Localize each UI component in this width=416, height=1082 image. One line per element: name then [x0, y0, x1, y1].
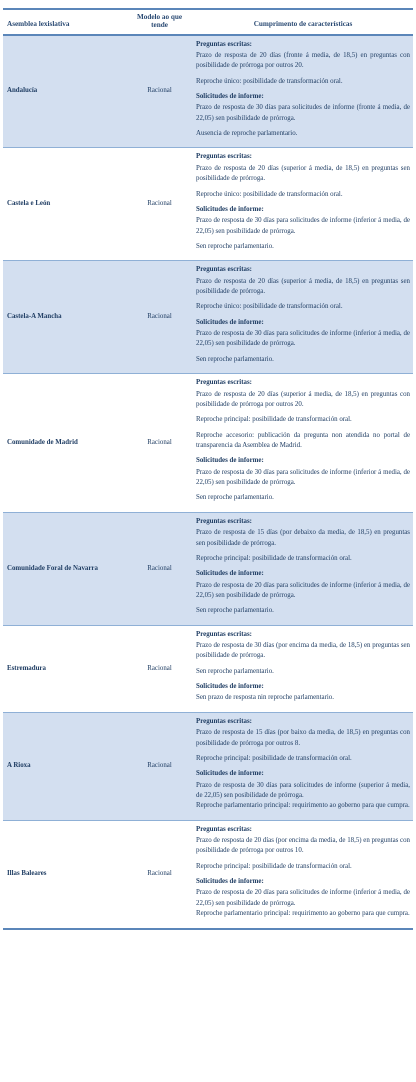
- fulfilment-line: Reproche principal: posibilidade de transformación oral.: [196, 754, 352, 762]
- assembly-name-cell: [3, 148, 126, 261]
- assemblies-table: [3, 8, 413, 930]
- fulfilment-line: Prazo de resposta de 20 días (por encima da media, de 18,5) en preguntas con posibilidade de prórroga por outros 10.: [196, 837, 410, 855]
- table-row: [3, 712, 413, 820]
- fulfilment-line: Reproche accesorio: publicación da pregunta non atendida no portal de transparencia da Asemblea de Madrid.: [196, 431, 410, 449]
- section-heading: Preguntas escritas:: [196, 517, 252, 525]
- section-heading: Preguntas escritas:: [196, 717, 252, 725]
- model-cell: Racional: [126, 712, 193, 820]
- fulfilment-cell: [193, 820, 413, 928]
- section-heading: Solicitudes de informe:: [196, 205, 264, 213]
- fulfilment-line: Prazo de resposta de 20 días (fronte á media, de 18,5) en preguntas con posibilidade de prórroga por outros 20.: [196, 51, 410, 70]
- fulfilment-line: Reproche único: posibilidade de transformación oral.: [196, 303, 343, 311]
- fulfilment-cell: [193, 712, 413, 820]
- model-cell: Racional: [126, 625, 193, 712]
- fulfilment-line: Reproche principal: posibilidade de transformación oral.: [196, 554, 352, 562]
- table-row: [3, 374, 413, 513]
- section-heading: Solicitudes de informe:: [196, 318, 264, 326]
- assembly-name-cell: [3, 261, 126, 374]
- section-heading: Preguntas escritas:: [196, 266, 252, 274]
- fulfilment-line: Reproche parlamentario principal: requirimento ao goberno para que cumpra.: [196, 910, 410, 918]
- model-cell: Racional: [126, 512, 193, 625]
- fulfilment-line: Prazo de resposta de 20 días (superior á media, de 18,5) en preguntas con posibilidade de prórroga por outros 20.: [196, 390, 410, 408]
- assembly-name: Comunidade Foral de Navarra: [7, 564, 98, 572]
- fulfilment-cell: [193, 512, 413, 625]
- table-row: [3, 35, 413, 148]
- table-row: [3, 820, 413, 928]
- model-cell: Racional: [126, 261, 193, 374]
- fulfilment-line: Sen prazo de resposta nin reproche parlamentario.: [196, 694, 334, 702]
- fulfilment-line: Ausencia de reproche parlamentario.: [196, 130, 298, 138]
- fulfilment-line: Prazo de resposta de 20 días (superior á media, de 18,5) en preguntas sen posibilidade de prórroga.: [196, 164, 410, 183]
- fulfilment-line: Prazo de resposta de 20 días para solicitudes de informe (inferior á media, de 22,05) sen posibilidade de prórroga.: [196, 889, 410, 907]
- section-heading: Solicitudes de informe:: [196, 93, 264, 100]
- assembly-name: Estremadura: [7, 664, 46, 672]
- fulfilment-cell: [193, 148, 413, 261]
- section-heading: Preguntas escritas:: [196, 153, 252, 161]
- header-assembly: Asemblea lexislativa: [3, 9, 126, 35]
- section-heading: Solicitudes de informe:: [196, 570, 264, 578]
- fulfilment-cell: [193, 374, 413, 513]
- fulfilment-line: Sen reproche parlamentario.: [196, 494, 274, 502]
- fulfilment-line: Prazo de resposta de 15 días (por debaixo da media, de 18,5) en preguntas sen posibilidade de prórroga.: [196, 529, 410, 547]
- section-heading: Preguntas escritas:: [196, 379, 252, 387]
- section-heading: Solicitudes de informe:: [196, 878, 264, 886]
- table-row: [3, 148, 413, 261]
- assembly-name: A Rioxa: [7, 762, 31, 770]
- model-cell: Racional: [126, 148, 193, 261]
- fulfilment-line: Reproche parlamentario principal: requirimento ao goberno para que cumpra.: [196, 802, 410, 810]
- assembly-name-cell: [3, 820, 126, 928]
- fulfilment-line: Prazo de resposta de 30 días (por encima da media, de 18,5) en preguntas sen posibilidade de prórroga.: [196, 642, 410, 660]
- fulfilment-line: Sen reproche parlamentario.: [196, 607, 274, 615]
- fulfilment-line: Prazo de resposta de 30 días para solicitudes de informe (fronte á media, de 22,05) sen posibilidade de prórroga.: [196, 104, 410, 122]
- section-heading: Solicitudes de informe:: [196, 770, 264, 778]
- fulfilment-line: Sen reproche parlamentario.: [196, 242, 274, 250]
- table-header-row: [3, 9, 413, 35]
- fulfilment-line: Reproche principal: posibilidade de transformación oral.: [196, 416, 352, 424]
- section-heading: Preguntas escritas:: [196, 630, 252, 638]
- fulfilment-line: Prazo de resposta de 20 días para solicitudes de informe (inferior á media, de 22,05) sen posibilidade de prórroga.: [196, 581, 410, 599]
- assembly-name-cell: [3, 512, 126, 625]
- fulfilment-cell: [193, 261, 413, 374]
- fulfilment-line: Reproche único: posibilidade de transformación oral.: [196, 77, 343, 85]
- assembly-name: Illas Baleares: [7, 869, 47, 877]
- assembly-name-cell: [3, 35, 126, 148]
- fulfilment-line: Reproche único: posibilidade de transformación oral.: [196, 190, 343, 198]
- table-body: [3, 35, 413, 929]
- header-model: Modelo ao que tende: [126, 9, 193, 35]
- table-row: [3, 261, 413, 374]
- header-fulfilment: Cumprimento de características: [193, 9, 413, 35]
- model-cell: Racional: [126, 820, 193, 928]
- fulfilment-line: Prazo de resposta de 30 días para solicitudes de informe (superior á media, de 22,05) sen posibilidade de prórroga.: [196, 781, 410, 799]
- fulfilment-line: Prazo de resposta de 30 días para solicitudes de informe (inferior á media, de 22,05) sen posibilidade de prórroga.: [196, 330, 410, 348]
- assembly-name-cell: [3, 712, 126, 820]
- assembly-name: Andalucía: [7, 87, 38, 95]
- assembly-name: Castela-A Mancha: [7, 313, 62, 321]
- model-cell: Racional: [126, 374, 193, 513]
- fulfilment-line: Prazo de resposta de 15 días (por baixo da media, de 18,5) en preguntas con posibilidade de prórroga por outros 8.: [196, 729, 410, 747]
- section-heading: Solicitudes de informe:: [196, 457, 264, 465]
- assembly-name-cell: [3, 374, 126, 513]
- section-heading: Preguntas escritas:: [196, 825, 252, 833]
- fulfilment-line: Prazo de resposta de 30 días para solicitudes de informe (inferior á media, de 22,05) sen posibilidade de prórroga.: [196, 468, 410, 487]
- fulfilment-cell: [193, 35, 413, 148]
- fulfilment-line: Sen reproche parlamentario.: [196, 355, 274, 363]
- assembly-name-cell: [3, 625, 126, 712]
- table-row: [3, 512, 413, 625]
- assembly-name: Castela e León: [7, 200, 51, 208]
- fulfilment-line: Prazo de resposta de 30 días para solicitudes de informe (inferior á media, de 22,05) sen posibilidade de prórroga.: [196, 217, 410, 235]
- table-row: [3, 625, 413, 712]
- section-heading: Solicitudes de informe:: [196, 683, 264, 691]
- model-cell: Racional: [126, 35, 193, 148]
- section-heading: Preguntas escritas:: [196, 40, 252, 48]
- assembly-name: Comunidade de Madrid: [7, 438, 78, 446]
- fulfilment-cell: [193, 625, 413, 712]
- fulfilment-line: Reproche principal: posibilidade de transformación oral.: [196, 862, 352, 870]
- fulfilment-line: Prazo de resposta de 20 días (superior á media, de 18,5) en preguntas sen posibilidade de prórroga.: [196, 277, 410, 296]
- fulfilment-line: Sen reproche parlamentario.: [196, 667, 274, 675]
